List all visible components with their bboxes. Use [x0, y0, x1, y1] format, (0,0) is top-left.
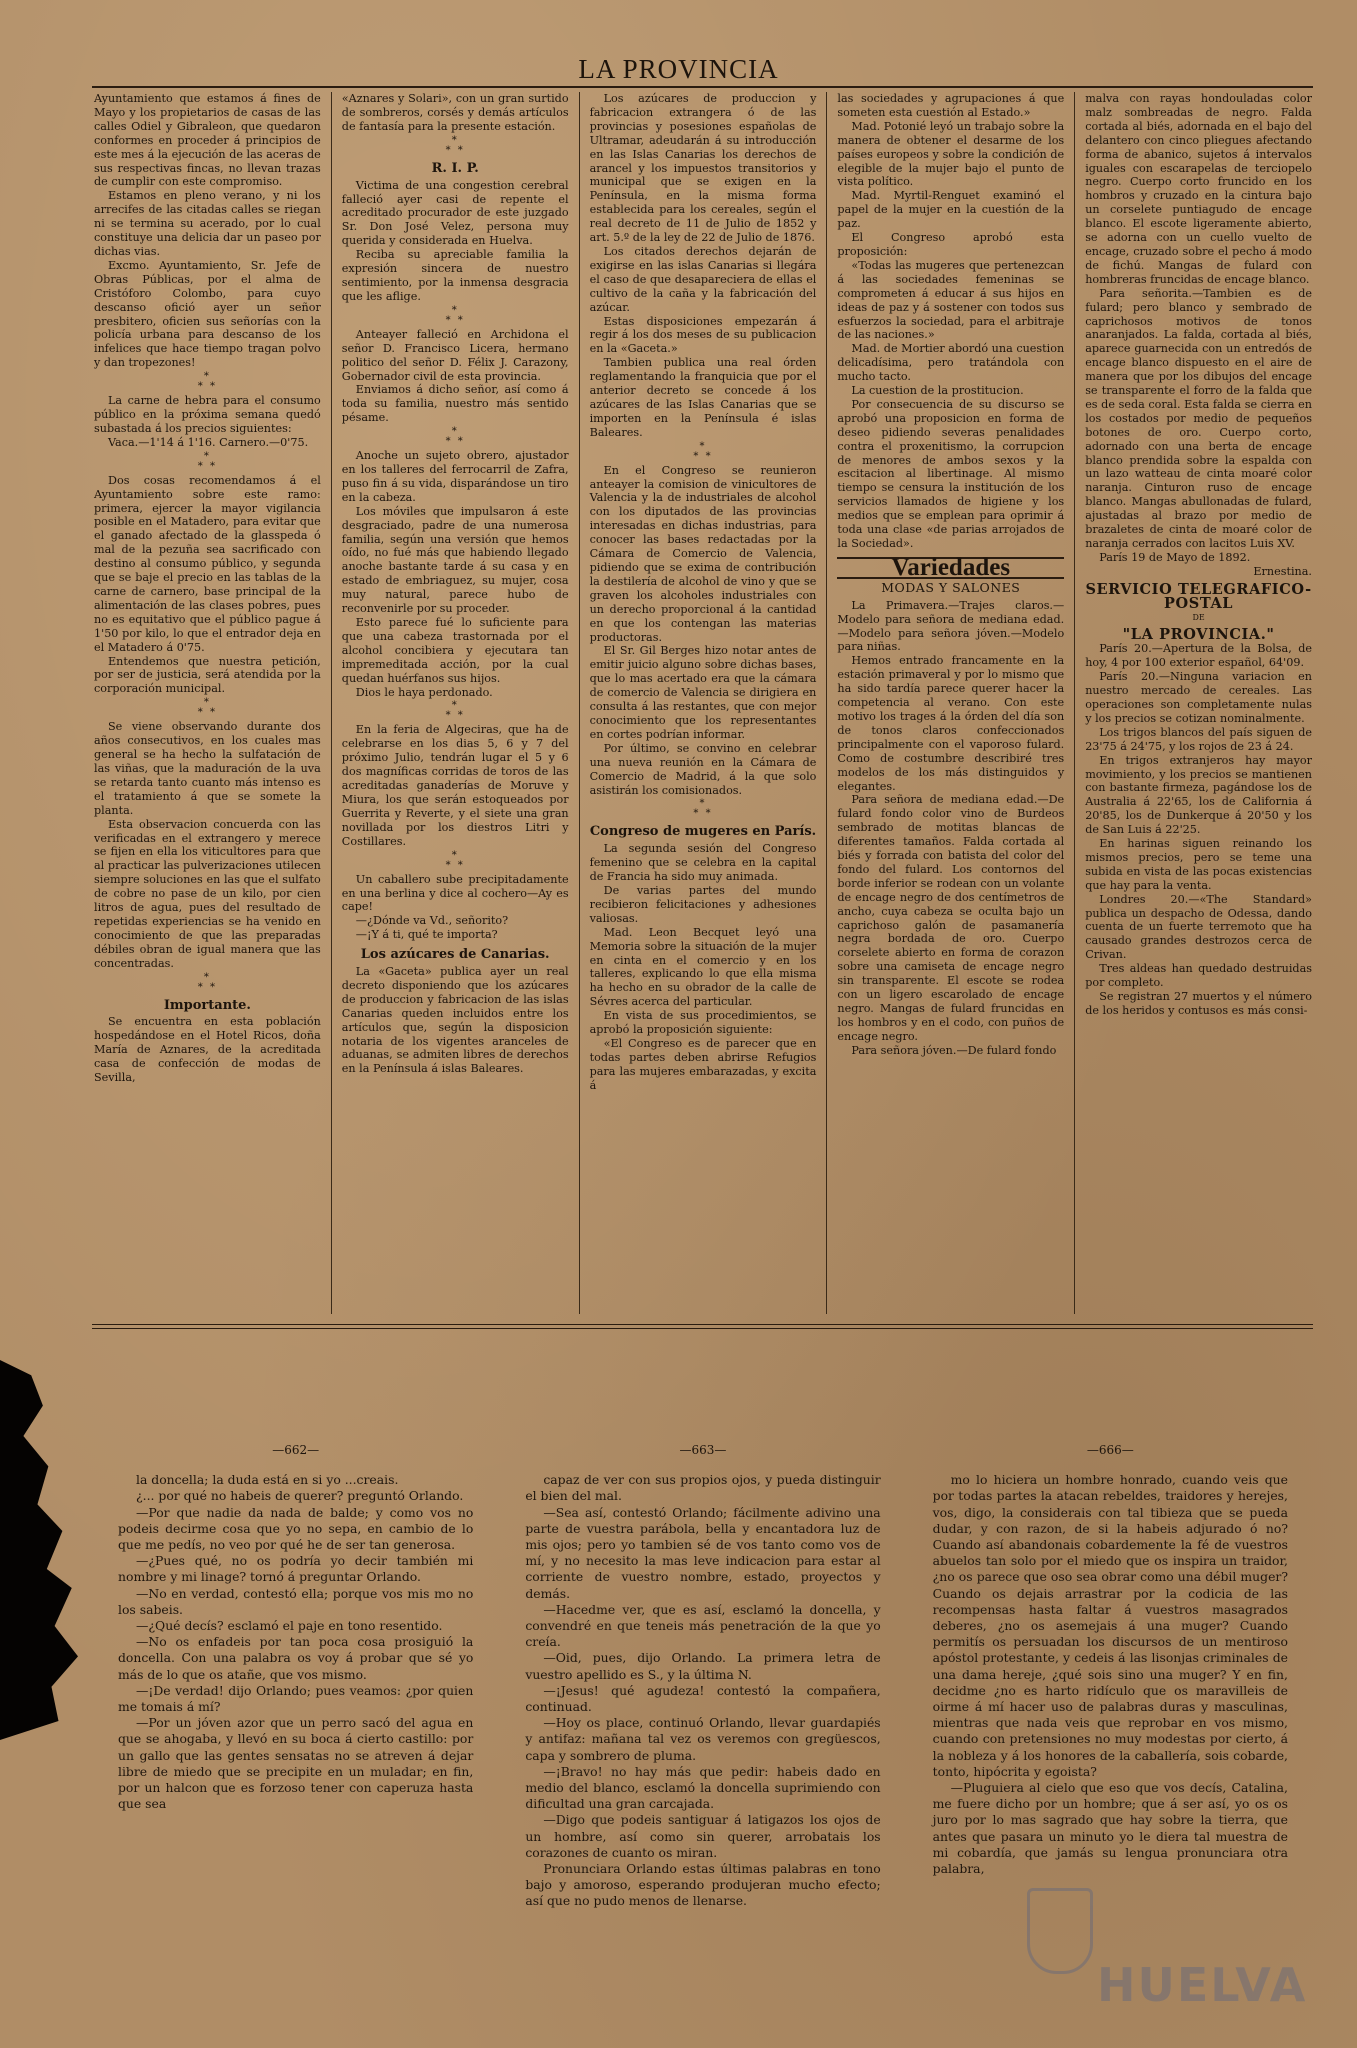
paragraph: Londres 20.—«The Standard» publica un despacho de Odessa, dando cuenta de un fuerte terremoto que ha causado grandes destrozos cerca de Crivan. [1085, 892, 1312, 962]
crest-icon [1027, 1888, 1093, 1974]
serial-novel-section [92, 1442, 1314, 1910]
paragraph: —Hacedme ver, que es así, esclamó la doncella, y convendré en que teneis más penetración de la que yo creía. [525, 1601, 881, 1650]
section-stars: * * * [197, 697, 217, 719]
paragraph: Excmo. Ayuntamiento, Sr. Jefe de Obras Públicas, por el alma de Cristóforo Colombo, para cuyo descanso ofició ayer un señor presbitero, oficien sus señorías con la policía urbana para descanso de los infelices que hace tiempo tragan polvo y dan tropezones! [94, 258, 321, 370]
paragraph: —No os enfadeis por tan poca cosa prosiguió la doncella. Con una palabra os voy á probar que sé yo más de lo que os atañe, que vos mismo. [118, 1634, 474, 1682]
page-number: —663— [679, 1443, 727, 1457]
paragraph: Se encuentra en esta población hospedándose en el Hotel Ricos, doña María de Aznares, de la acreditada casa de confección de modas de Sevilla, [94, 1015, 321, 1085]
paragraph: Mad. de Mortier abordó una cuestion delicadísima, pero tratándola con mucho tacto. [837, 342, 1065, 384]
paragraph: —¡De verdad! dijo Orlando; pues veamos: ¿por quien me tomais á mí? [118, 1682, 474, 1715]
paragraph: Tres aldeas han quedado destruidas por completo. [1085, 962, 1312, 990]
paragraph: Dos cosas recomendamos á el Ayuntamiento sobre este ramo: primera, ejercer la mayor vigilancia posible en el Matadero, para evitar que el ganado afectado de la glasspeda ó mal de la pezuña sea sacrificado con destino al consumo público, y segunda que se baje el precio en las tablas de la carne de carnero, base principal de la alimentación de las clases pobres, pues no es equitativo que el público pague á 1'50 por kilo, lo que el entrador deja en el Matadero á 0'75. [94, 473, 321, 654]
section-stars: * * * [445, 700, 465, 722]
signature: Ernestina. [1253, 564, 1312, 578]
column-5 [1075, 92, 1314, 1314]
paragraph: —¡Jesus! qué agudeza! contestó la compañera, continuad. [525, 1682, 881, 1715]
column-4 [827, 92, 1075, 1314]
paragraph: Vaca.—1'14 á 1'16. Carnero.—0'75. [108, 435, 309, 449]
paragraph: Hemos entrado francamente en la estación primaveral y por lo mismo que ha sido tardía parece querer hacer la competencia al verano. Con este motivo los trages á la órden del día son de tonos claros confeccionados principalmente con el vaporoso fulard. Como de costumbre describiré tres modelos de los más distinguidos y elegantes. [837, 654, 1065, 793]
paragraph: —Por un jóven azor que un perro sacó del agua en que se ahogaba, y llevó en su boca á cierto castillo: por un gallo que las gentes sensatas no se atreven á dejar libre de miedo que se precipite en un muladar; en fin, por un halcon que es forzoso tener con caperuza hasta que sea [118, 1715, 474, 1812]
paragraph: «Todas las mugeres que pertenezcan á las sociedades femeninas se comprometen á educar á sus hijos en ideas de paz y á sostener con todos sus esfuerzos la sociedad, para el arbitraje de las naciones.» [837, 258, 1065, 342]
section-heading: Congreso de mugeres en París. [589, 824, 817, 840]
paragraph: —¿Qué decís? esclamó el paje en tono resentido. [136, 1618, 443, 1634]
paragraph: Para señora de mediana edad.—De fulard fondo color vino de Burdeos sembrado de motitas blancas de diferentes tamaños. Falda cortada al biés y forrada con batista del color del fondo del fulard. Los contornos del borde inferior se rodean con un volante de encage negro de dos centímetros de ancho, cuya cabeza se oculta bajo un caprichoso galón de pasamanería negra bordada de oro. Cuerpo corselete abierto en forma de corazon sobre una camiseta de encage negro sin transparente. El escote se rodea con un ligero escarolado de encage negro. Mangas de fulard fruncidas en los hombros y en el codo, con puños de encage negro. [837, 793, 1065, 1043]
paragraph: Tambien publica una real órden reglamentando la franquicia que por el anterior decreto se concede á los azúcares de las Islas Canarias que se importen en la Península é islas Baleares. [589, 356, 817, 439]
masthead: LA PROVINCIA [578, 54, 779, 84]
section-stars: * * * [445, 304, 465, 326]
paragraph: Pronunciara Orlando estas últimas palabras en tono bajo y amoroso, esperando produjeran mucho efecto; así que no pudo menos de llenarse. [525, 1861, 881, 1909]
paragraph: La Primavera.—Trajes claros.—Modelo para señora de mediana edad.—Modelo para señora jóven.—Modelo para niñas. [837, 598, 1065, 654]
paragraph: El Sr. Gil Berges hizo notar antes de emitir juicio alguno sobre dichas bases, que lo mas acertado era que la cámara de comercio de Valencia se dirigiera en consulta á las restantes, que con mejor conocimiento que los representantes en cortes podrían informar. [589, 644, 817, 741]
section-stars: * * * [197, 971, 217, 993]
paragraph: En trigos extranjeros hay mayor movimiento, y los precios se mantienen con bastante firmeza, pagándose los de Australia á 22'65, los de California á 20'85, los de Dunkerque á 20'50 y los de San Luis á 22'25. [1085, 753, 1312, 837]
paragraph: —¿Pues qué, no os podría yo decir también mi nombre y mi linage? tornó á preguntar Orlando. [118, 1553, 474, 1585]
paragraph: En harinas siguen reinando los mismos precios, pero se teme una subida en vista de las pocas existencias que hay para la venta. [1085, 837, 1312, 892]
section-subtitle: MODAS Y SALONES [881, 579, 1021, 595]
paragraph: —Oid, pues, dijo Orlando. La primera letra de vuestro apellido es S., y la última N. [525, 1650, 881, 1682]
paragraph: Un caballero sube precipitadamente en una berlina y dice al cochero—Ay es cape! [341, 872, 569, 914]
paragraph: Enviamos á dicho señor, así como á toda su familia, nuestro más sentido pésame. [341, 383, 569, 425]
section-heading: Los azúcares de Canarias. [360, 947, 550, 963]
column-1 [92, 92, 332, 1314]
paragraph: Anoche un sujeto obrero, ajustador en los talleres del ferrocarril de Zafra, puso fin á su vida, disparándose un tiro en la cabeza. [341, 449, 569, 504]
serial-column-3 [907, 1442, 1314, 1910]
paragraph: mo lo hiciera un hombre honrado, cuando veis que por todas partes la atacan rebeldes, traidores y herejes, vos, digo, la considerais con tal tibieza que se pueda dudar, y con razon, de si la habeis adjurado ó no? Cuando así abandonais cobardemente la fé de vuestros abuelos tan solo por el miedo que os inspira un traidor, ¿no os parece que oso sea obrar como una débil muger? Cuando os dejais arrastrar por la codicia de las recompensas hasta faltar á vuestros masagrados deberes, ¿no os asemejais á una muger? Cuando permitís os persuadan los discursos de un mentiroso apóstol protestante, y cedeis á las lisonjas criminales de una dama hereje, ¿qué sois sino una muger? Y en fin, decidme ¿no es harto ridículo que os maravilleis de oirme á mí hacer uso de palabras duras y masculinas, mientras que nada veis que reprobar en vos mismo, cuando con pretensiones no muy modestas por cierto, á la nobleza y á los honores de la caballería, sois cobarde, tonto, hipócrita y egoista? [932, 1472, 1288, 1779]
paragraph: —Digo que podeis santiguar á latigazos los ojos de un hombre, así como sin querer, arrobatais los corazones de cuanto os miran. [525, 1812, 881, 1860]
paragraph: En la feria de Algeciras, que ha de celebrarse en los dias 5, 6 y 7 del próximo Julio, tendrán lugar el 5 y 6 dos magníficas corridas de toros de las acreditadas ganaderías de Moruve y Miura, los que serán estoqueados por Guerrita y Reverte, y el siete una gran novillada por los diestros Litri y Costillares. [341, 723, 569, 848]
paragraph: ¿... por qué no habeis de querer? preguntó Orlando. [136, 1488, 464, 1504]
paragraph: Mad. Potonié leyó un trabajo sobre la manera de obtener el desarme de los países europeos y sobre la condición de elegible de la mujer bajo el punto de vista político. [837, 119, 1065, 189]
upper-columns [92, 92, 1314, 1314]
paragraph: —Pluguiera al cielo que eso que vos decís, Catalina, me fuere dicho por un hombre; que á ser así, yo os os juro por lo mas sagrado que hay sobre la tierra, que antes que pasara un minuto yo le diera tal muestra de mi cobardía, que jamás su lengua pronunciara otra palabra, [932, 1780, 1288, 1877]
paragraph: capaz de ver con sus propios ojos, y pueda distinguir el bien del mal. [525, 1472, 881, 1504]
page-number: —662— [272, 1443, 320, 1457]
paragraph: —Por que nadie da nada de balde; y como vos no podeis decirme cosa que yo no sepa, en cambio de lo que me pedís, no veo por qué he de ser tan generosa. [118, 1504, 474, 1553]
column-3 [580, 92, 828, 1314]
paragraph: La cuestion de la prostitucion. [851, 384, 1024, 398]
section-heading-connector: DE [1192, 612, 1205, 622]
paragraph: —¡Bravo! no hay más que pedir: habeis dado en medio del blanco, esclamó la doncella suprimiendo con dificultad una gran carcajada. [525, 1763, 881, 1812]
paragraph: Los móviles que impulsaron á este desgraciado, padre de una numerosa familia, según una versión que hemos oído, no fué más que habiendo llegado anoche bastante tarde á su casa y en estado de embriaguez, su mujer, cosa muy natural, parece hubo de reconvenirle por su proceder. [341, 504, 569, 616]
serial-column-2 [499, 1442, 906, 1910]
paragraph: —No en verdad, contestó ella; porque vos mis mo no los sabeis. [118, 1585, 474, 1617]
paragraph: Para señorita.—Tambien es de fulard; pero blanco y sembrado de caprichosos motivos de tonos anaranjados. La falda, cortada al biés, aparece guarnecida con un entredós de encage blanco dispuesto en el aire de manera que por los dibujos del encage se transparente el forro de la falda que es de seda coral. Esta falda se cierra en los costados por medio de pequeños botones de oro. Cuerpo corto, adornado con una berta de encage blanco prendida sobre la espalda con un lazo watteau de cinta moaré color naranja. Cinturon ruso de encage blanco. Mangas abullonadas de fulard, ajustadas al brazo por medio de brazaletes de cinta de moaré color de naranja cerrados con lacitos Luis XV. [1085, 286, 1312, 550]
paragraph: En vista de sus procedimientos, se aprobó la proposición siguiente: [589, 1009, 817, 1037]
torn-page-edge [0, 1360, 78, 1740]
paragraph: La carne de hebra para el consumo público en la próxima semana quedó subastada á los precios siguientes: [94, 394, 321, 435]
paragraph: Reciba su apreciable familia la expresión sincera de nuestro sentimiento, por la inmensa desgracia que les aflige. [341, 248, 569, 303]
paragraph: Los citados derechos dejarán de exigirse en las islas Canarias si llegára el caso de que desapareciera de ellas el cultivo de la caña y la fabricación del azúcar. [589, 244, 817, 314]
paragraph: malva con rayas hondouladas color malz sombreadas de negro. Falda cortada al biés, adornada en el bajo del delantero con cinco pliegues afectando forma de abanico, sujetos á intervalos iguales con escarapelas de terciopelo negro. Cuerpo corto fruncido en los hombros y cruzado en la cintura bajo un corselete puntiagudo de encage blanco. El escote ligeramente abierto, se adorna con un cuello vuelto de encage, cruzado sobre el pecho á modo de fichú. Mangas de fulard con hombreras fruncidas de encage blanco. [1085, 92, 1312, 286]
paragraph: La segunda sesión del Congreso femenino que se celebra en la capital de Francia ha sido muy animada. [589, 842, 817, 884]
paragraph: —¿Dónde va Vd., señorito? [355, 914, 509, 928]
paragraph: Estas disposiciones empezarán á regir á los dos meses de su publicacion en la «Gaceta.» [589, 314, 817, 356]
section-heading: Importante. [163, 997, 251, 1013]
section-stars: * * * [693, 440, 713, 462]
paragraph: Se registran 27 muertos y el número de los heridos y contusos es más consi- [1085, 990, 1312, 1017]
section-stars: * * * [445, 426, 465, 448]
paragraph: —¡Y á ti, qué te importa? [355, 928, 498, 942]
paragraph: El Congreso aprobó esta proposición: [837, 231, 1065, 258]
paragraph: Entendemos que nuestra petición, por ser de justicia, será atendida por la corporación municipal. [94, 654, 321, 696]
paragraph: Esta observacion concuerda con las verificadas en el extrangero y merece se fijen en ella los viticultores para que al practicar las pulverizaciones utilecen siempre soluciones en las que el sulfato de cobre no pase de un kilo, por cien litros de agua, pues del resultado de repetidas experiencias se ha venido en conocimiento de que las preparadas débiles obran de igual manera que las concentradas. [94, 817, 321, 970]
footer-rule [92, 1328, 1313, 1329]
paragraph: Dios le haya perdonado. [355, 685, 493, 699]
footer-rule [92, 1324, 1313, 1325]
paragraph: Mad. Leon Becquet leyó una Memoria sobre la situación de la mujer en cinta en el comercio y en los talleres, explicando lo que ella misma ha hecho en su obrador de la calle de Sévres acerca del particular. [589, 925, 817, 1009]
page-number: —666— [1086, 1443, 1134, 1457]
section-stars: * * * [445, 134, 465, 156]
paragraph: Para señora jóven.—De fulard fondo [851, 1043, 1057, 1057]
section-stars: * * * [197, 450, 217, 472]
section-stars: * * * [693, 798, 713, 820]
paragraph: Anteayer falleció en Archidona el señor D. Francisco Licera, hermano politico del señor D. Félix J. Carazony, Gobernador civil de esta provincia. [341, 327, 569, 383]
paragraph: Los azúcares de produccion y fabricacion extrangera ó de las provincias y posesiones españolas de Ultramar, adeudarán á su introducción en las Islas Canarias los derechos de arancel y los impuestos transitorios y municipal que se exigen en la Península, en la misma forma establecida para los cereales, según el real decreto de 11 de Julio de 1852 y art. 5.º de la ley de 22 de Julio de 1876. [589, 92, 817, 245]
archive-watermark [1027, 1888, 1308, 2018]
paragraph: La «Gaceta» publica ayer un real decreto disponiendo que los azúcares de produccion y fabricacion de las islas Canarias queden incluidos entre los artículos que, según la disposicion notaria de los vigentes aranceles de aduanas, se admiten libres de derechos en la Península á islas Baleares. [341, 965, 569, 1076]
section-stars: * * * [445, 849, 465, 871]
serial-column-1 [92, 1442, 499, 1910]
paragraph: Por último, se convino en celebrar una nueva reunión en la Cámara de Comercio de Madrid, á la que solo asistirán los comisionados. [589, 741, 817, 797]
paragraph: Esto parece fué lo suficiente para que una cabeza trastornada por el alcohol concibiera y ejecutara tan impremeditada acción, por la cual quedan huérfanos sus hijos. [341, 616, 569, 685]
paragraph: las sociedades y agrupaciones á que someten esta cuestión al Estado.» [837, 92, 1065, 119]
section-heading: R. I. P. [431, 160, 479, 176]
paragraph: «Aznares y Solari», con un gran surtido de sombreros, corsés y demás artículos de fantasía para la presente estación. [341, 92, 569, 133]
paragraph: París 20.—Ninguna variacion en nuestro mercado de cereales. Las operaciones son completamente nulas y los precios se cotizan nominalmente. [1085, 670, 1312, 725]
paragraph: Estamos en pleno verano, y ni los arrecifes de las citadas calles se riegan ni se termina su acerado, por lo cual constituye una delicia dar un paseo por dichas vias. [94, 189, 321, 258]
paragraph: Ayuntamiento que estamos á fines de Mayo y los propietarios de casas de las calles Odiel y Gibraleon, que quedaron conformes en proceder á principios de este mes á la ejecución de las aceras de sus respectivas fincas, no llevan trazas de cumplir con este compromiso. [94, 92, 321, 189]
paragraph: la doncella; la duda está en si yo ...creais. [136, 1472, 399, 1488]
paragraph: Los trigos blancos del país siguen de 23'75 á 24'75, y los rojos de 23 á 24. [1085, 725, 1312, 753]
section-banner: Variedades [837, 557, 1064, 579]
paragraph: Victima de una congestion cerebral falleció ayer casi de repente el acreditado procurador de este juzgado Sr. Don José Velez, persona muy querida y considerada en Huelva. [341, 178, 569, 248]
paragraph: —Sea así, contestó Orlando; fácilmente adivino una parte de vuestra parábola, bella y encantadora luz de mis ojos; pero yo tambien sé de vos tanto como vos de mí, y no necesito la mas leve indicacion para estar al corriente de vuestro nombre, estado, proyectos y demás. [525, 1504, 881, 1601]
paragraph: —Hoy os place, continuó Orlando, llevar guardapiés y antifaz: mañana tal vez os veremos con gregüescos, capa y sombrero de pluma. [525, 1715, 881, 1763]
dateline: París 19 de Mayo de 1892. [1099, 550, 1251, 564]
paragraph: En el Congreso se reunieron anteayer la comision de vinicultores de Valencia y la de industriales de alcohol con los diputados de las provincias interesadas en dichas industrias, para conocer las bases redactadas por la Cámara de Comercio de Valencia, pidiendo que se exima de contribución la destilería de alcohol de vino y que se graven los alcoholes industriales con un derecho proporcional á la cantidad en que los contengan las materias productoras. [589, 463, 817, 644]
section-stars: * * * [197, 371, 217, 393]
paragraph: Mad. Myrtil-Renguet examinó el papel de la mujer en la cuestión de la paz. [837, 189, 1065, 231]
column-2 [332, 92, 580, 1314]
paragraph: París 20.—Apertura de la Bolsa, de hoy, 4 por 100 exterior español, 64'09. [1085, 642, 1312, 670]
section-heading: SERVICIO TELEGRAFICO-POSTAL [1085, 580, 1312, 612]
section-heading: "LA PROVINCIA." [1122, 626, 1275, 644]
paragraph: De varias partes del mundo recibieron felicitaciones y adhesiones valiosas. [589, 884, 817, 925]
paragraph: Por consecuencia de su discurso se aprobó una proposicion en forma de deseo pidiendo severas penalidades contra el proxenitismo, la corrupcion de menores de ambos sexos y la escitacion al libertinage. Al mismo tiempo se censura la institución de los servicios llamados de higiene y los medios que se emplean para oprimir á toda una clase «de parias arrojados de la Sociedad». [837, 397, 1065, 550]
watermark-text: HUELVA [1097, 1958, 1308, 2012]
paragraph: «El Congreso es de parecer que en todas partes deben abrirse Refugios para las mujeres embarazadas, y excita á [589, 1037, 817, 1092]
paragraph: Se viene observando durante dos años consecutivos, en los cuales mas general se ha hecho la sulfatación de las viñas, que la maduración de la uva se retarda tanto cuanto más intenso es el tratamiento á que se somete la planta. [94, 720, 321, 817]
header-rule [92, 86, 1313, 88]
